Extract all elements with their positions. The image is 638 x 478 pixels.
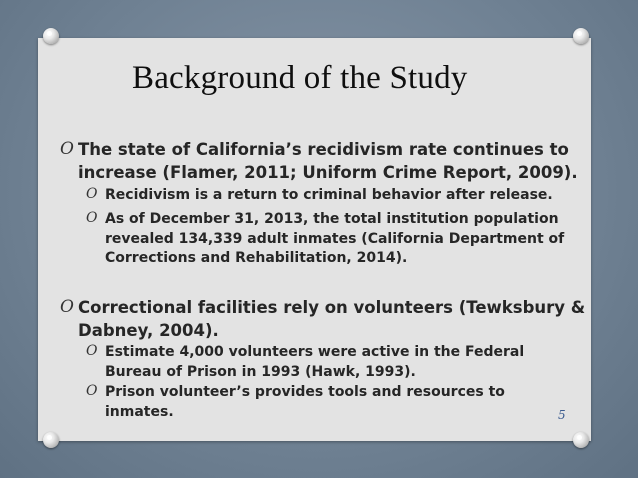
bullet-marker-icon: O	[60, 297, 74, 317]
bullet-marker-icon: O	[60, 139, 74, 159]
pin-top-left-icon	[43, 28, 59, 44]
sub-bullet-marker-icon: O	[86, 186, 98, 202]
sub-bullet-marker-icon: O	[86, 210, 98, 226]
pin-top-right-icon	[573, 28, 589, 44]
bullet-2-sub-1-text: Estimate 4,000 volunteers were active in the Federal Bureau of Prison in 1993 (Hawk, 1993).	[105, 344, 525, 380]
sub-bullet-marker-icon: O	[86, 343, 98, 359]
pin-bottom-right-icon	[573, 432, 589, 448]
pin-bottom-left-icon	[43, 432, 59, 448]
bullet-2-text: Correctional facilities rely on volunteers (Tewksbury & Dabney, 2004).	[78, 298, 586, 340]
bullet-1-sub-2-text: As of December 31, 2013, the total institution population revealed 134,339 adult inmates (California Department of Corrections and Rehabilitation, 2014).	[105, 211, 565, 266]
bullet-1-text: The state of California’s recidivism rate continues to increase (Flamer, 2011; Uniform Crime Report, 2009).	[78, 140, 578, 182]
bullet-1-sub-1-text: Recidivism is a return to criminal behavior after release.	[105, 187, 553, 203]
bullet-2-sub-2-text: Prison volunteer’s provides tools and resources to inmates.	[105, 384, 505, 420]
page-number: 5	[558, 408, 566, 422]
slide-title: Background of the Study	[132, 60, 468, 96]
sub-bullet-marker-icon: O	[86, 383, 98, 399]
